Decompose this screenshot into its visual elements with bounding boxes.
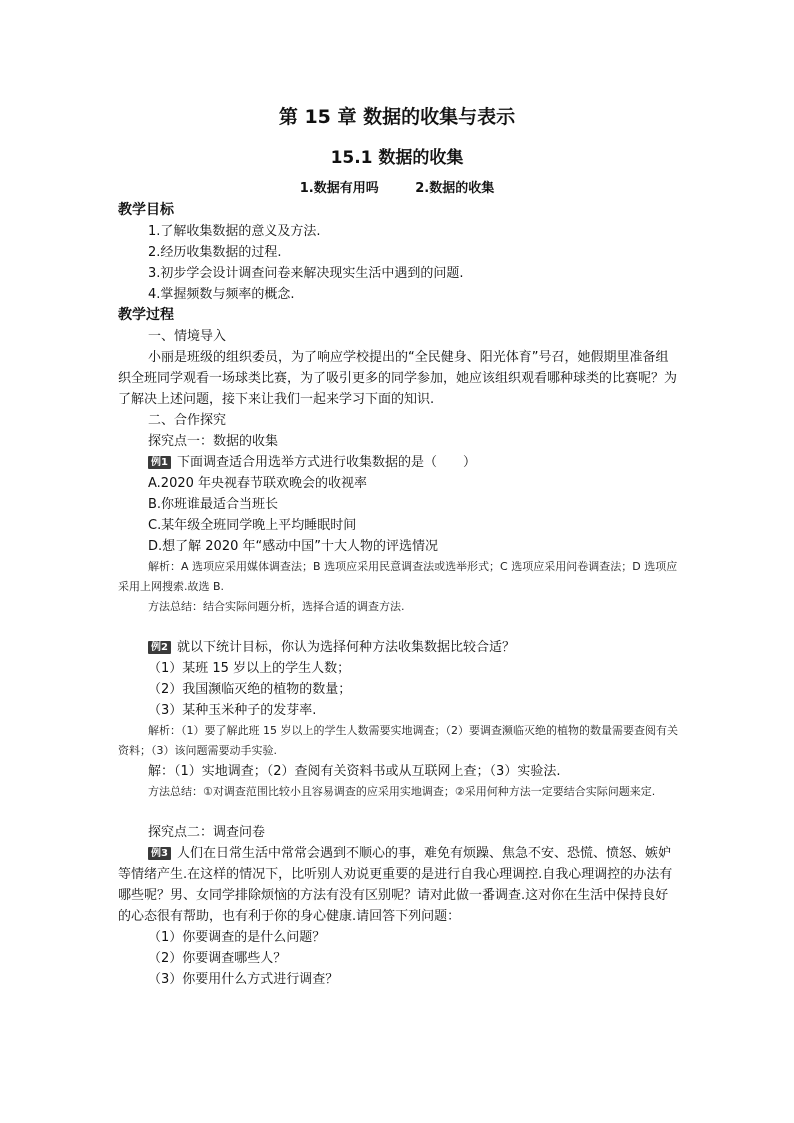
example-2-item: （1）某班 15 岁以上的学生人数； xyxy=(148,661,351,676)
goal-item: 2.经历收集数据的过程. xyxy=(148,245,282,260)
example-2-analysis: 解析：（1）要了解此班 15 岁以上的学生人数需要实地调查；（2）要调查濒临灭绝的植物的数量需要查阅有关资料；（3）该问题需要动手实验. xyxy=(118,724,678,757)
example-3-text xyxy=(118,843,678,927)
example-2-item: （2）我国濒临灭绝的植物的数量； xyxy=(148,682,352,697)
subsection-title-2: 2.数据的收集 xyxy=(415,181,495,196)
intro-paragraph: 小丽是班级的组织委员，为了响应学校提出的“全民健身、阳光体育”号召，她假期里准备组织全班同学观看一场球类比赛，为了吸引更多的同学参加，她应该组织观看哪种球类的比赛呢？为了解决上述问题，接下来让我们一起来学习下面的知识. xyxy=(118,350,678,407)
subsection-title-1: 1.数据有用吗 xyxy=(299,181,379,196)
chapter-title: 第 15 章 数据的收集与表示 xyxy=(278,106,516,128)
example-3-item: （3）你要用什么方式进行调查？ xyxy=(148,972,339,987)
example-1-option: B.你班谁最适合当班长 xyxy=(148,497,279,512)
point-1-heading: 探究点一：数据的收集 xyxy=(148,434,279,449)
example-3-body: 人们在日常生活中常常会遇到不顺心的事，难免有烦躁、焦急不安、恐慌、愤怒、嫉妒等情绪产生.在这样的情况下，比听别人劝说更重要的是进行自我心理调控.自我心理调控的办法有哪些呢？男、女同学排除烦恼的方法有没有区别呢？请对此做一番调查.这对你在生活中保持良好的心态很有帮助，也有利于你的身心健康.请回答下列问题： xyxy=(118,846,673,924)
example-2-summary: 方法总结：①对调查范围比较小且容易调查的应采用实地调查；②采用何种方法一定要结合实际问题来定. xyxy=(148,785,656,798)
section-1-heading: 一、情境导入 xyxy=(148,329,227,344)
example-3-badge: 例3 xyxy=(148,847,171,860)
process-heading: 教学过程 xyxy=(118,307,174,323)
goal-item: 4.掌握频数与频率的概念. xyxy=(148,287,295,302)
example-2-solution: 解：（1）实地调查；（2）查阅有关资料书或从互联网上查；（3）实验法. xyxy=(148,764,561,779)
section-2-heading: 二、合作探究 xyxy=(148,413,227,428)
goal-item: 1.了解收集数据的意义及方法. xyxy=(148,224,321,239)
example-1-option: C.某年级全班同学晚上平均睡眠时间 xyxy=(148,518,357,533)
example-2-question-text: 就以下统计目标，你认为选择何种方法收集数据比较合适？ xyxy=(176,640,515,655)
example-1-badge: 例1 xyxy=(148,456,171,469)
document-body xyxy=(118,200,678,990)
example-2-question xyxy=(118,637,678,658)
example-1-question xyxy=(118,452,678,473)
example-1-option: A.2020 年央视春节联欢晚会的收视率 xyxy=(148,476,368,491)
section-title: 15.1 数据的收集 xyxy=(330,148,464,168)
goal-item: 3.初步学会设计调查问卷来解决现实生活中遇到的问题. xyxy=(148,266,464,281)
example-3-item: （2）你要调查哪些人？ xyxy=(148,951,287,966)
subsection-titles xyxy=(0,179,794,199)
example-1-option: D.想了解 2020 年“感动中国”十大人物的评选情况 xyxy=(148,539,438,554)
goals-heading: 教学目标 xyxy=(118,202,174,218)
example-2-badge: 例2 xyxy=(148,641,171,654)
example-2-item: （3）某种玉米种子的发芽率. xyxy=(148,703,317,718)
example-3-item: （1）你要调查的是什么问题？ xyxy=(148,930,326,945)
example-1-summary: 方法总结：结合实际问题分析，选择合适的调查方法. xyxy=(148,600,405,613)
point-2-heading: 探究点二：调查问卷 xyxy=(148,825,266,840)
example-1-question-text: 下面调查适合用选举方式进行收集数据的是（ ） xyxy=(176,455,476,470)
example-1-analysis: 解析：A 选项应采用媒体调查法；B 选项应采用民意调查法或选举形式；C 选项应采用问卷调查法；D 选项应采用上网搜索.故选 B. xyxy=(118,560,678,593)
